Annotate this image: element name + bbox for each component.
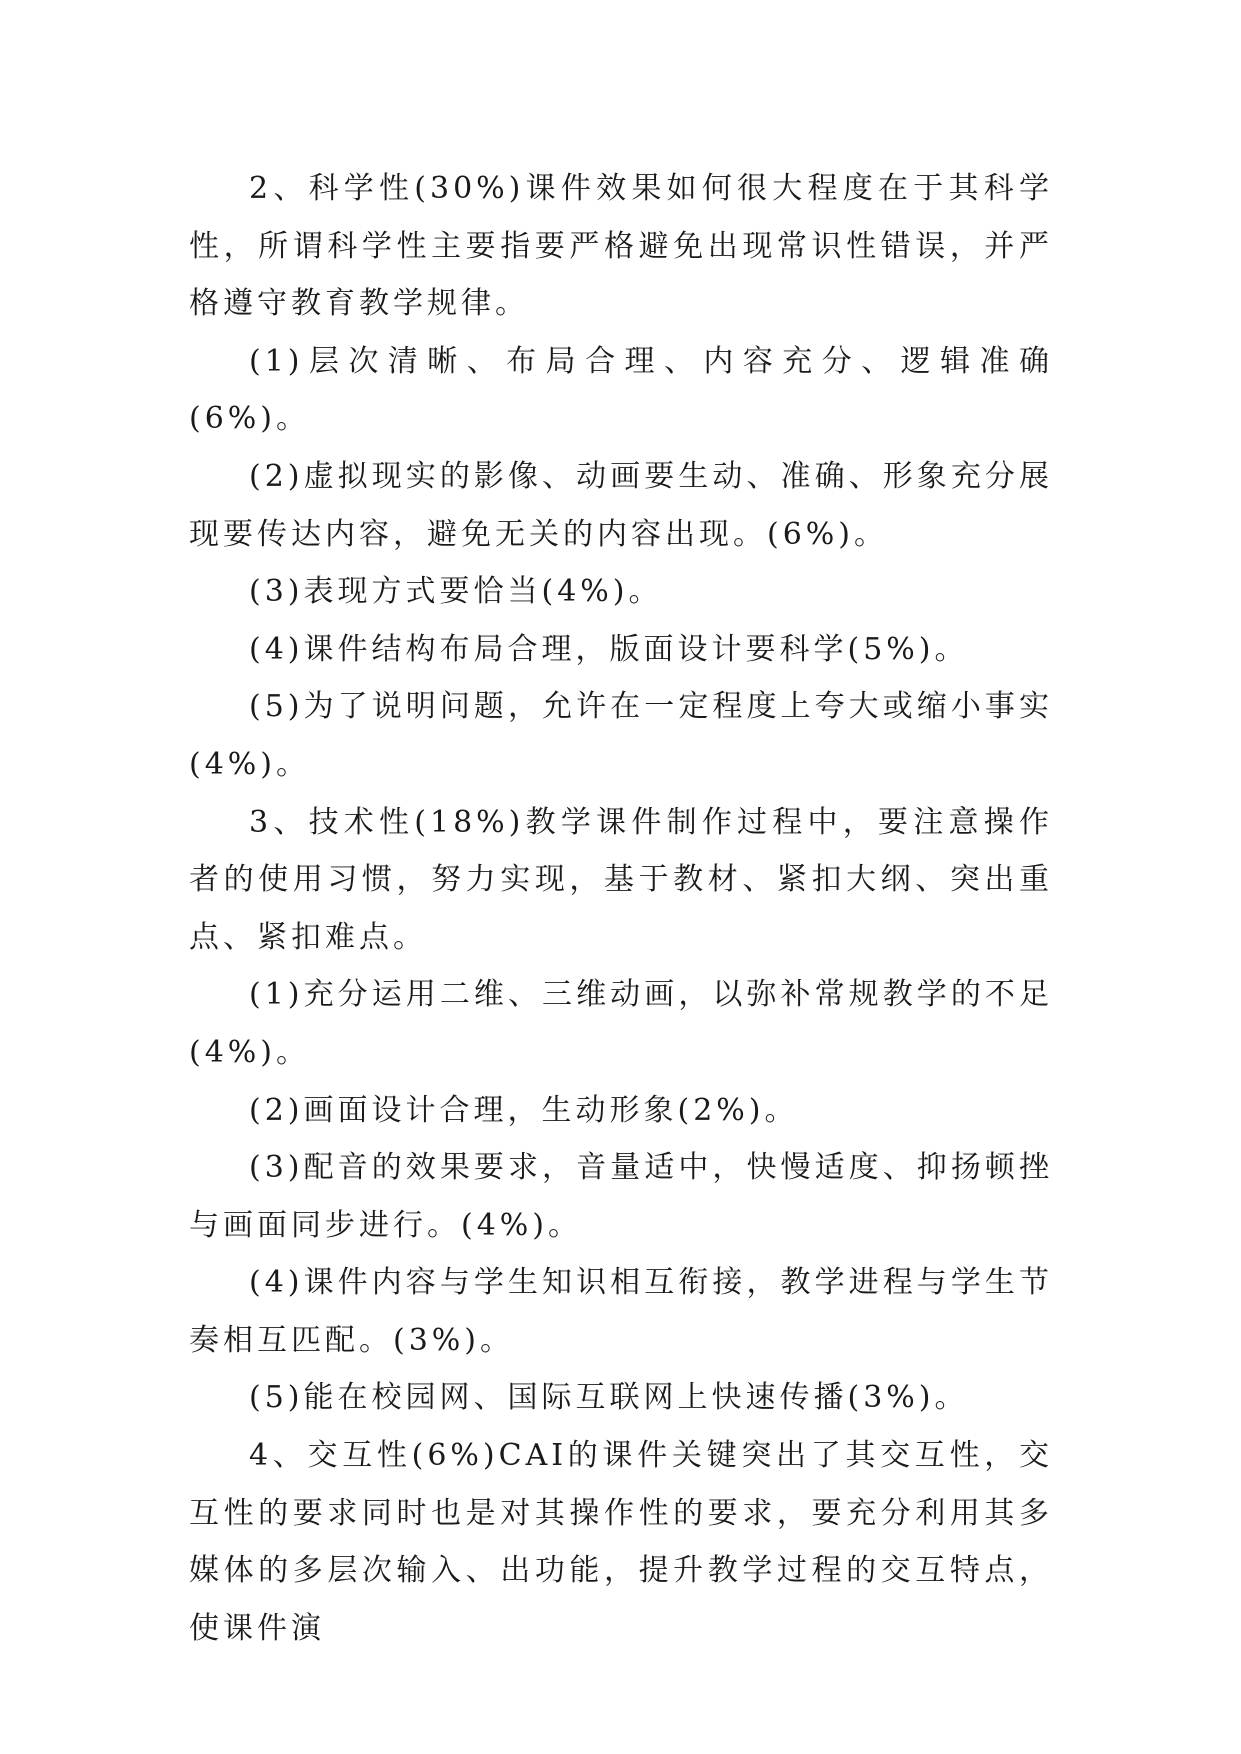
paragraph-item-2: (2)画面设计合理，生动形象(2%)。: [249, 1092, 799, 1128]
paragraph-item-5: (5)为了说明问题，允许在一定程度上夸大或缩小事实(4%)。: [189, 689, 1053, 782]
paragraph-item-4: (4)课件内容与学生知识相互衔接，教学进程与学生节奏相互匹配。(3%)。: [189, 1265, 1053, 1358]
paragraph-section-2-scientific: 2、科学性(30%)课件效果如何很大程度在于其科学性，所谓科学性主要指要严格避免出现常识性错误，并严格遵守教育教学规律。: [189, 171, 1053, 322]
document-body: [189, 160, 1053, 1657]
paragraph-item-4: (4)课件结构布局合理，版面设计要科学(5%)。: [249, 631, 969, 667]
paragraph-section-3-technical: 3、技术性(18%)教学课件制作过程中，要注意操作者的使用习惯，努力实现，基于教材、紧扣大纲、突出重点、紧扣难点。: [189, 804, 1053, 955]
paragraph-item-1: (1)层次清晰、布局合理、内容充分、逻辑准确(6%)。: [189, 343, 1053, 437]
paragraph-item-3: (3)配音的效果要求，音量适中，快慢适度、抑扬顿挫与画面同步进行。(4%)。: [189, 1150, 1053, 1243]
paragraph-item-2: (2)虚拟现实的影像、动画要生动、准确、形象充分展现要传达内容，避免无关的内容出现。(6%)。: [189, 458, 1053, 552]
paragraph-section-4-interactive: 4、交互性(6%)CAI的课件关键突出了其交互性，交互性的要求同时也是对其操作性的要求，要充分利用其多媒体的多层次输入、出功能，提升教学过程的交互特点，使课件演: [189, 1438, 1053, 1646]
paragraph-item-3: (3)表现方式要恰当(4%)。: [249, 574, 663, 610]
paragraph-item-5: (5)能在校园网、国际互联网上快速传播(3%)。: [249, 1380, 969, 1416]
paragraph-item-1: (1)充分运用二维、三维动画，以弥补常规教学的不足(4%)。: [189, 977, 1053, 1070]
